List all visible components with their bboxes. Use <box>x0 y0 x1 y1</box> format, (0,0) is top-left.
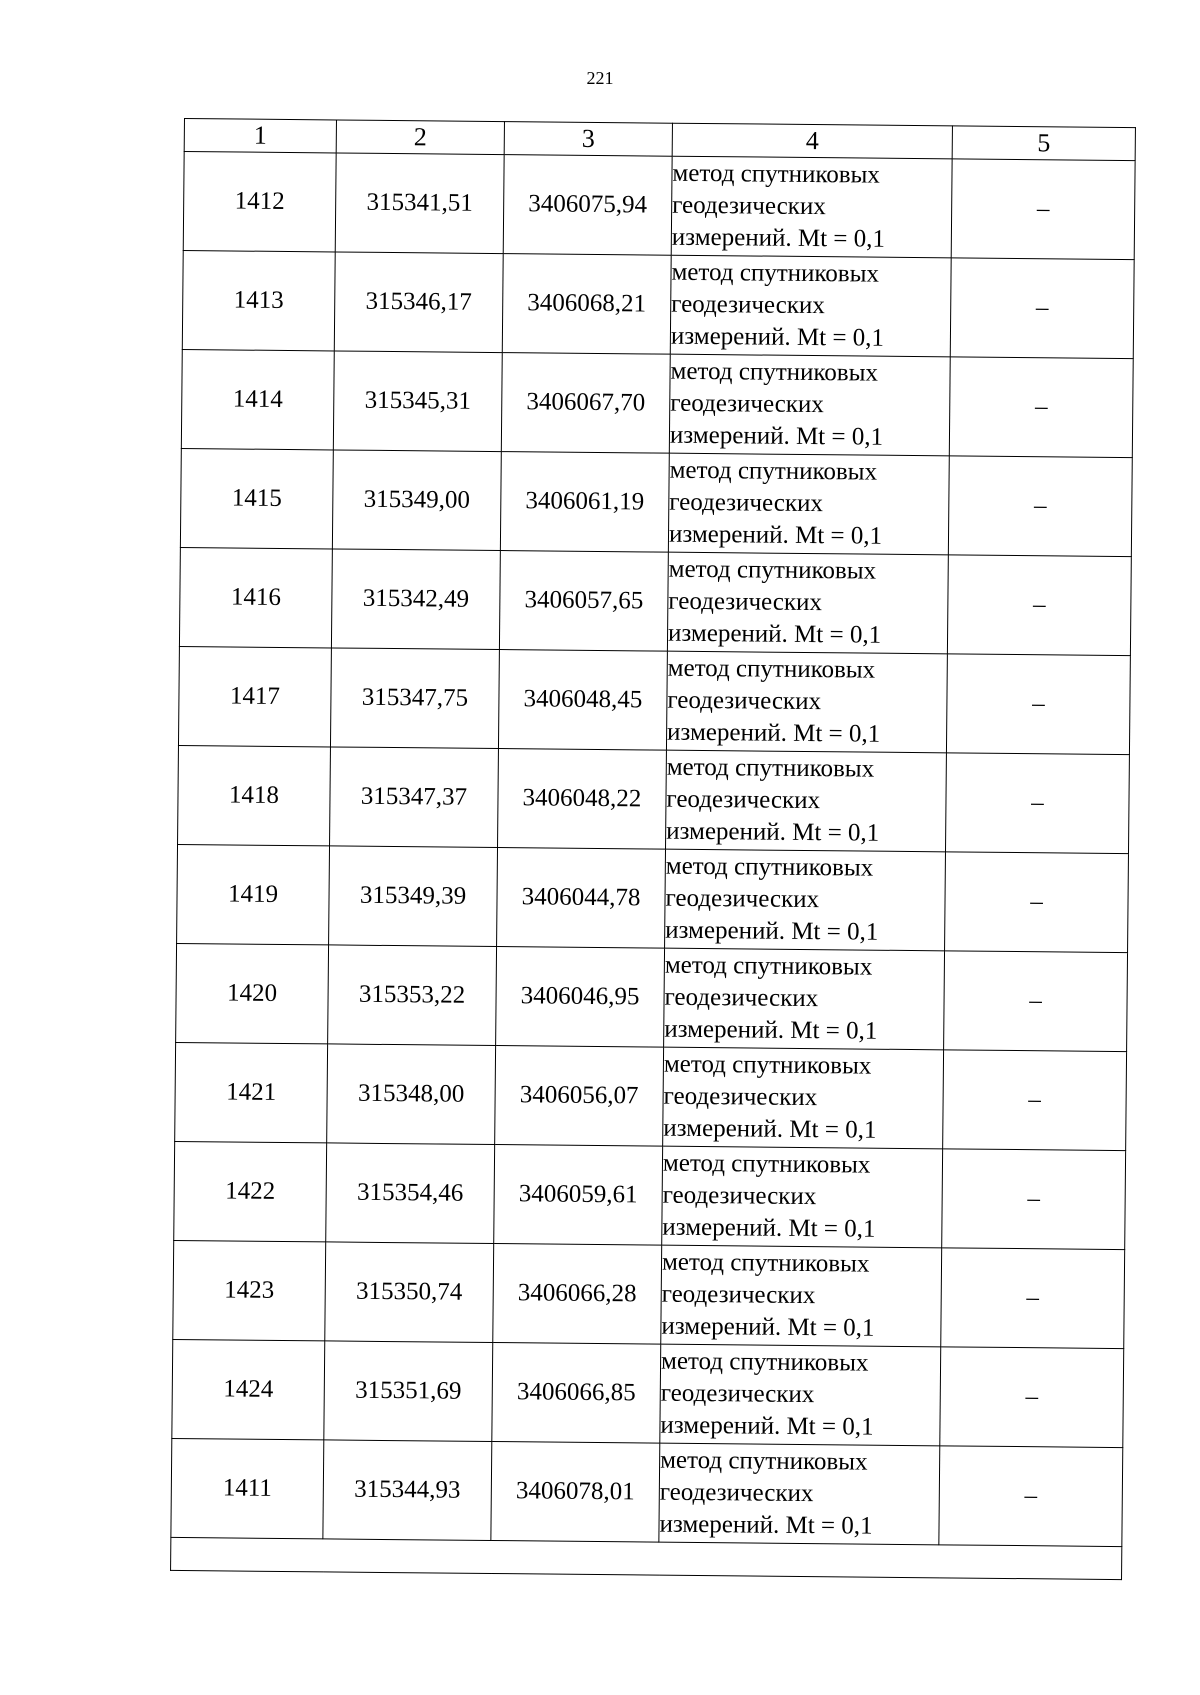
point-number-cell: 1421 <box>175 1042 328 1142</box>
table-row <box>180 448 1132 556</box>
method-cell <box>666 750 947 852</box>
method-line: геодезических <box>670 389 825 419</box>
method-line: метод спутниковых <box>665 852 874 882</box>
point-number-cell: 1413 <box>182 250 335 350</box>
method-cell <box>660 1344 941 1446</box>
method-line: измерений. Mt = 0,1 <box>661 1312 875 1342</box>
table-row <box>178 745 1130 853</box>
y-coordinate-cell: 3406068,21 <box>502 254 671 355</box>
method-cell <box>662 1146 943 1248</box>
point-number-cell: 1420 <box>176 943 329 1043</box>
method-line: метод спутниковых <box>668 555 877 585</box>
x-coordinate-cell: 315348,00 <box>327 1044 496 1145</box>
x-coordinate-cell: 315342,49 <box>331 549 500 650</box>
table-row <box>177 844 1129 952</box>
y-coordinate-cell: 3406046,95 <box>496 947 665 1048</box>
point-number-cell: 1422 <box>174 1141 327 1241</box>
x-coordinate-cell: 315346,17 <box>334 252 503 353</box>
x-coordinate-cell: 315351,69 <box>324 1341 493 1442</box>
note-cell: – <box>945 753 1129 854</box>
method-line: измерений. Mt = 0,1 <box>666 718 881 748</box>
column-header: 3 <box>504 122 672 157</box>
x-coordinate-cell: 315350,74 <box>325 1242 494 1343</box>
method-line: геодезических <box>663 1082 818 1112</box>
method-line: геодезических <box>666 785 821 815</box>
note-cell: – <box>942 1149 1126 1250</box>
note-cell: – <box>947 555 1131 656</box>
note-cell: – <box>951 159 1135 260</box>
method-line: геодезических <box>667 686 822 716</box>
method-cell <box>659 1443 940 1545</box>
method-line: метод спутниковых <box>662 1149 871 1179</box>
method-line: геодезических <box>672 191 826 221</box>
x-coordinate-cell: 315345,31 <box>333 351 502 452</box>
method-cell <box>664 948 945 1050</box>
table-row <box>172 1339 1124 1447</box>
y-coordinate-cell: 3406061,19 <box>500 452 669 553</box>
page-number: 221 <box>586 68 614 88</box>
coordinates-table <box>170 118 1136 1580</box>
x-coordinate-cell: 315349,39 <box>329 846 498 947</box>
table-body <box>171 152 1136 1580</box>
note-cell: – <box>945 852 1129 953</box>
y-coordinate-cell: 3406066,28 <box>493 1244 662 1345</box>
point-number-cell: 1411 <box>171 1438 324 1538</box>
table-row <box>176 943 1128 1051</box>
method-line: измерений. Mt = 0,1 <box>663 1114 877 1144</box>
method-line: геодезических <box>661 1280 816 1310</box>
column-header: 2 <box>336 120 504 155</box>
method-cell <box>661 1245 942 1347</box>
x-coordinate-cell: 315347,75 <box>330 648 499 749</box>
method-line: геодезических <box>662 1181 817 1211</box>
table-row <box>183 152 1135 260</box>
point-number-cell: 1415 <box>180 448 333 548</box>
method-line: измерений. Mt = 0,1 <box>662 1213 876 1243</box>
y-coordinate-cell: 3406057,65 <box>499 551 668 652</box>
table-row <box>171 1438 1123 1546</box>
point-number-cell: 1424 <box>172 1339 325 1439</box>
point-number-cell: 1416 <box>179 547 332 647</box>
y-coordinate-cell: 3406067,70 <box>501 353 670 454</box>
x-coordinate-cell: 315347,37 <box>330 747 499 848</box>
method-line: геодезических <box>664 983 819 1013</box>
note-cell: – <box>950 258 1134 359</box>
method-cell <box>667 552 948 654</box>
y-coordinate-cell: 3406078,01 <box>491 1442 660 1543</box>
method-line: измерений. Mt = 0,1 <box>665 916 879 946</box>
note-cell: – <box>948 456 1132 557</box>
method-cell <box>671 156 952 258</box>
method-line: измерений. Mt = 0,1 <box>670 322 885 352</box>
y-coordinate-cell: 3406048,22 <box>498 749 667 850</box>
method-line: измерений. Mt = 0,1 <box>671 223 886 253</box>
method-line: метод спутниковых <box>670 357 879 387</box>
point-number-cell: 1419 <box>177 844 330 944</box>
method-line: геодезических <box>659 1478 814 1508</box>
method-line: геодезических <box>668 587 823 617</box>
method-line: измерений. Mt = 0,1 <box>660 1411 874 1441</box>
method-line: метод спутниковых <box>660 1446 868 1476</box>
method-line: измерений. Mt = 0,1 <box>666 817 880 847</box>
method-line: геодезических <box>669 488 824 518</box>
method-cell <box>669 354 950 456</box>
column-header: 5 <box>952 126 1135 161</box>
column-header: 4 <box>672 123 952 159</box>
table-row <box>174 1141 1126 1249</box>
point-number-cell: 1417 <box>178 646 331 746</box>
method-line: метод спутниковых <box>664 951 873 981</box>
method-cell <box>668 453 949 555</box>
table-row <box>182 250 1134 358</box>
method-line: геодезических <box>660 1379 815 1409</box>
y-coordinate-cell: 3406056,07 <box>495 1046 664 1147</box>
x-coordinate-cell: 315344,93 <box>323 1440 492 1541</box>
method-line: измерений. Mt = 0,1 <box>664 1015 878 1045</box>
table-row <box>181 349 1133 457</box>
method-line: измерений. Mt = 0,1 <box>669 421 884 451</box>
column-header: 1 <box>184 119 336 153</box>
method-cell <box>666 651 947 753</box>
note-cell: – <box>943 1050 1127 1151</box>
method-line: метод спутниковых <box>672 159 881 189</box>
note-cell: – <box>941 1248 1125 1349</box>
point-number-cell: 1418 <box>178 745 331 845</box>
method-line: геодезических <box>671 290 825 320</box>
y-coordinate-cell: 3406066,85 <box>492 1343 661 1444</box>
method-line: геодезических <box>665 884 820 914</box>
method-cell <box>665 849 946 951</box>
method-line: метод спутниковых <box>669 456 878 486</box>
note-cell: – <box>940 1347 1124 1448</box>
method-line: измерений. Mt = 0,1 <box>668 520 883 550</box>
x-coordinate-cell: 315354,46 <box>326 1143 495 1244</box>
method-line: метод спутниковых <box>667 654 876 684</box>
method-line: метод спутниковых <box>660 1347 869 1377</box>
table-row <box>178 646 1130 754</box>
note-cell: – <box>949 357 1133 458</box>
note-cell: – <box>939 1446 1123 1547</box>
table-row <box>175 1042 1127 1150</box>
y-coordinate-cell: 3406044,78 <box>497 848 666 949</box>
point-number-cell: 1423 <box>173 1240 326 1340</box>
y-coordinate-cell: 3406048,45 <box>498 650 667 751</box>
method-line: метод спутниковых <box>661 1248 870 1278</box>
x-coordinate-cell: 315353,22 <box>328 945 497 1046</box>
x-coordinate-cell: 315349,00 <box>332 450 501 551</box>
method-line: измерений. Mt = 0,1 <box>667 619 882 649</box>
table-row <box>179 547 1131 655</box>
note-cell: – <box>946 654 1130 755</box>
method-line: метод спутниковых <box>671 258 880 288</box>
method-line: метод спутниковых <box>666 753 875 783</box>
note-cell: – <box>944 951 1128 1052</box>
y-coordinate-cell: 3406075,94 <box>503 155 672 256</box>
method-line: метод спутниковых <box>663 1050 872 1080</box>
point-number-cell: 1412 <box>183 152 336 252</box>
x-coordinate-cell: 315341,51 <box>335 153 504 254</box>
table-row <box>173 1240 1125 1348</box>
method-cell <box>663 1047 944 1149</box>
method-cell <box>670 255 951 357</box>
y-coordinate-cell: 3406059,61 <box>494 1145 663 1246</box>
method-line: измерений. Mt = 0,1 <box>659 1510 873 1540</box>
point-number-cell: 1414 <box>181 349 334 449</box>
